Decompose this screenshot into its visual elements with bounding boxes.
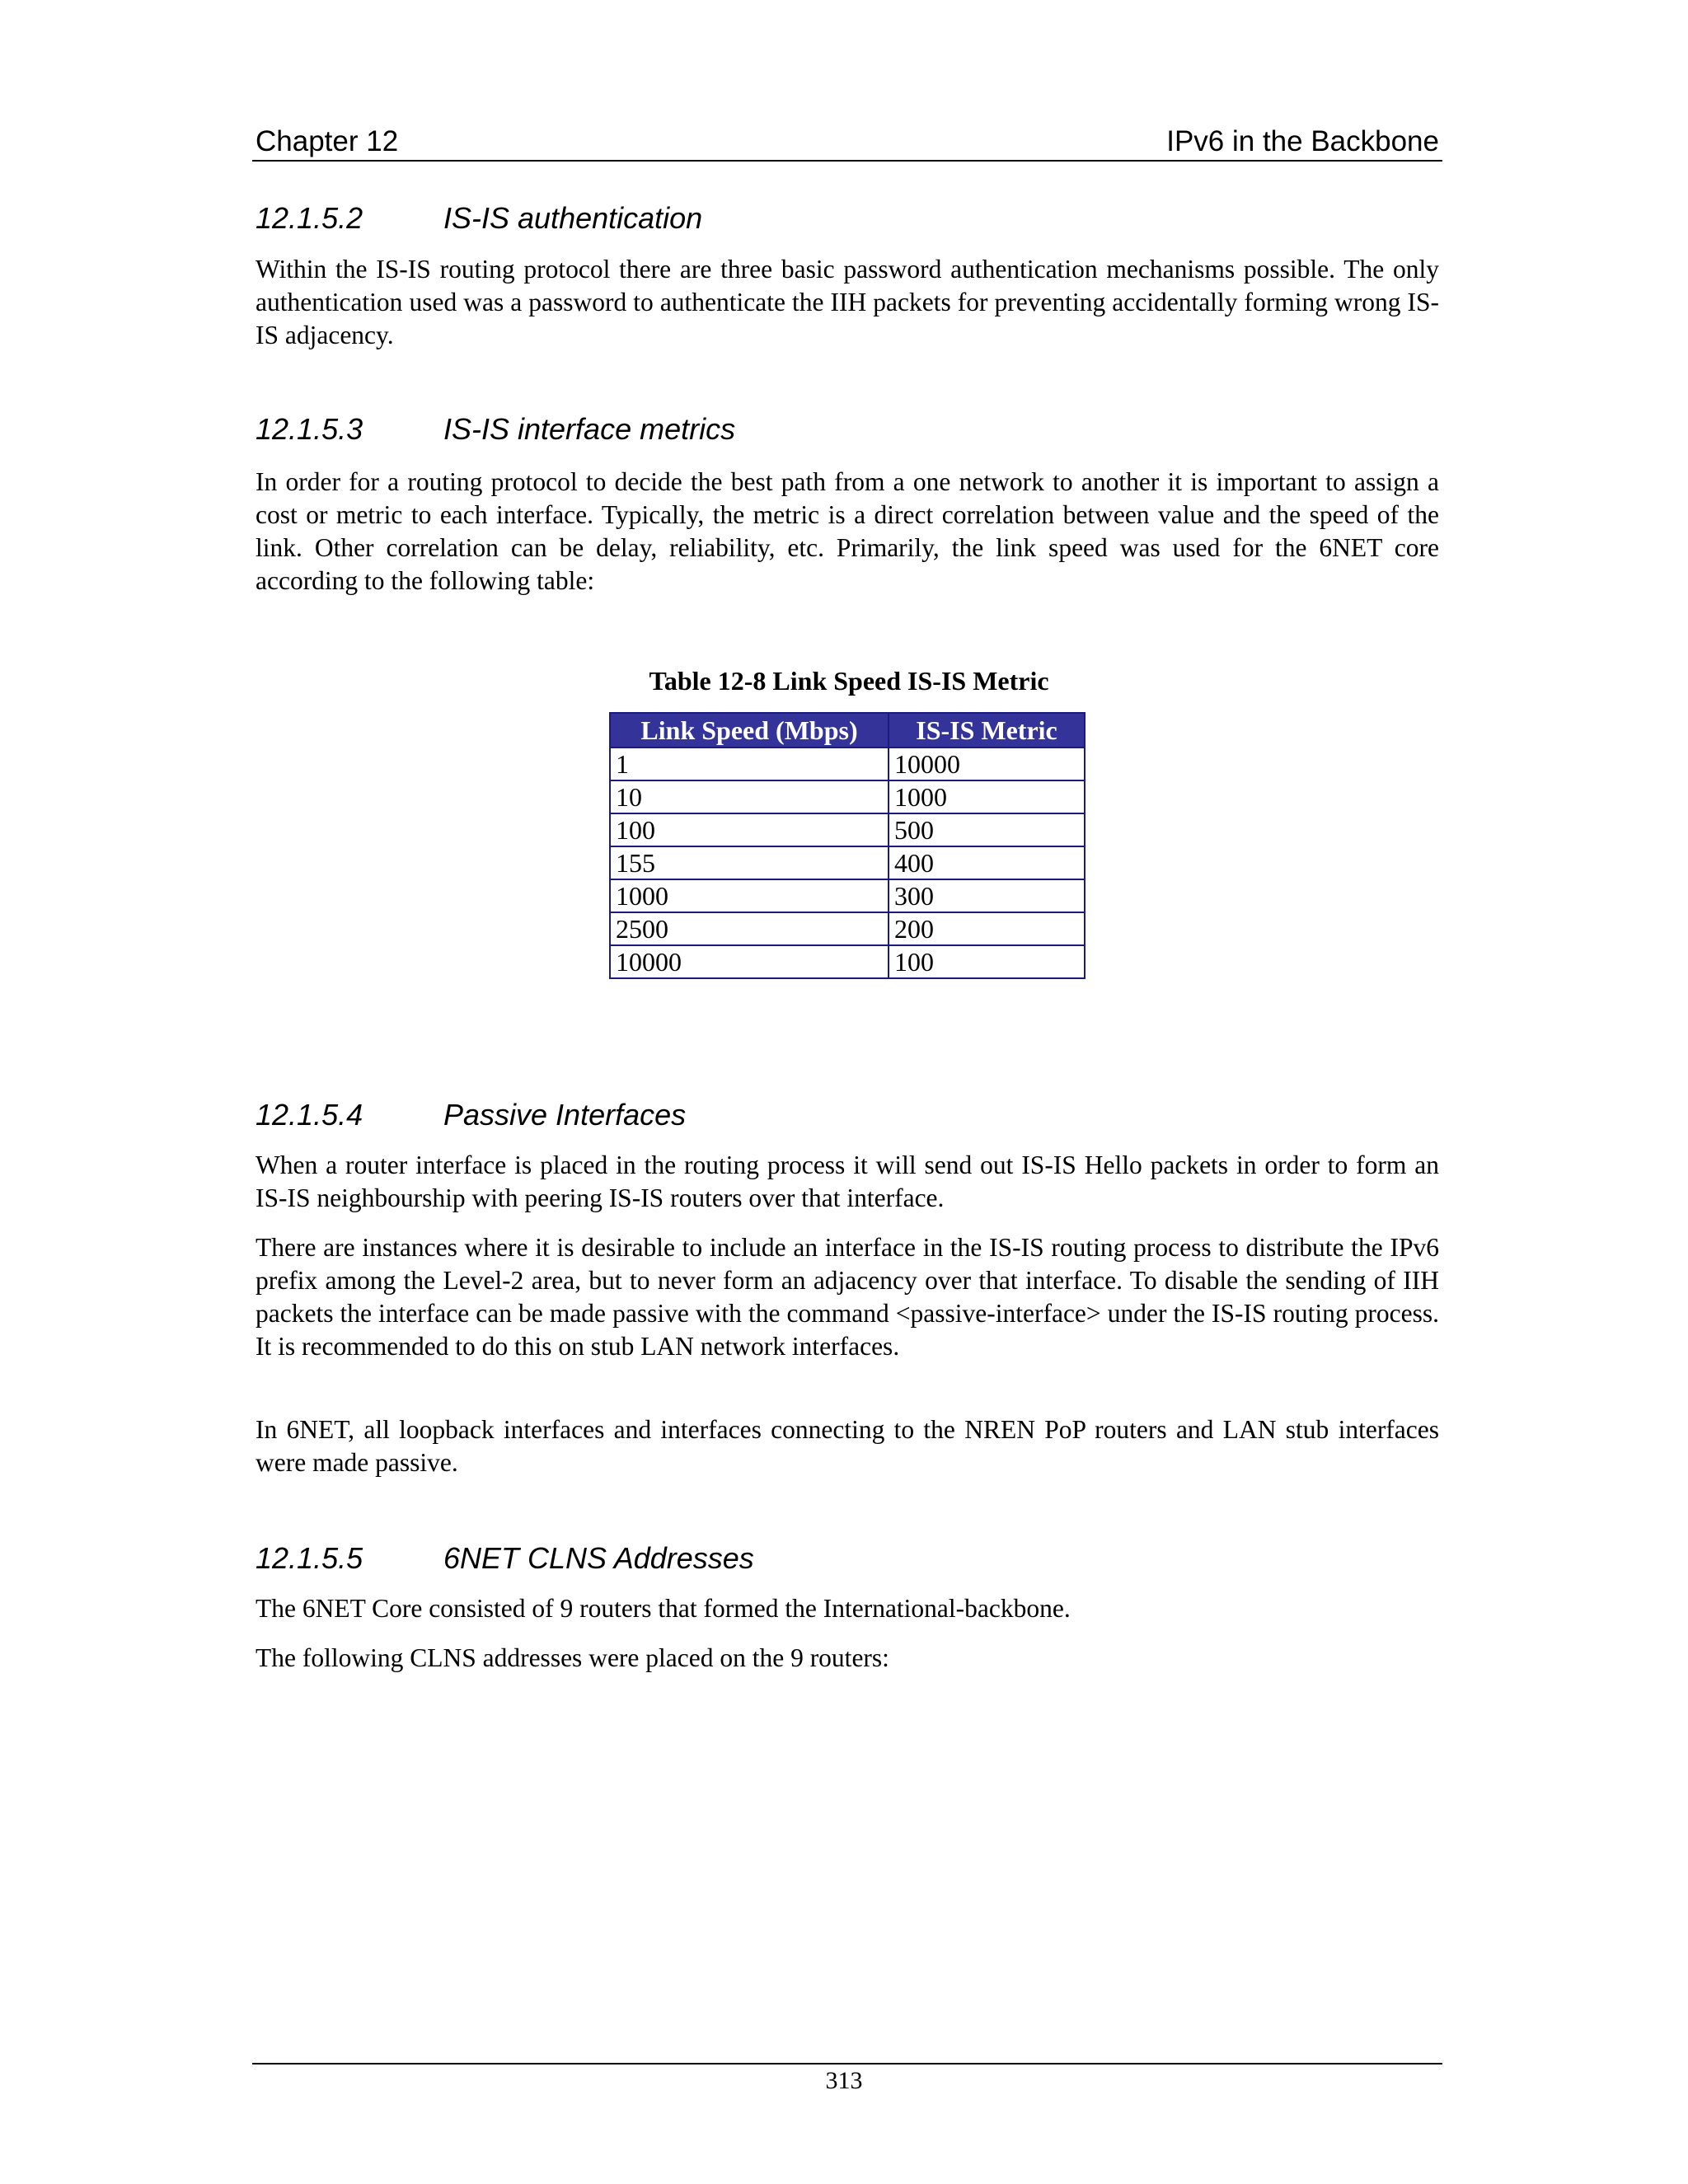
section-heading-interface-metrics — [256, 412, 735, 447]
page-number: 313 — [825, 2067, 863, 2094]
section-title: IS-IS interface metrics — [443, 412, 736, 446]
cell-link-speed: 10 — [610, 780, 889, 813]
column-header-link-speed: Link Speed (Mbps) — [610, 713, 889, 748]
paragraph: The 6NET Core consisted of 9 routers that formed the International-backbone. — [256, 1594, 1071, 1623]
section-number: 12.1.5.3 — [256, 412, 363, 446]
paragraph: In order for a routing protocol to decide the best path from a one network to another it is important to assign a cost or metric to each interface. Typically, the metric is a direct correlation between value and the speed of the link. Other correlation can be delay, reliability, etc. Primarily, the link speed was used for the 6NET core according to the following table: — [256, 467, 1439, 595]
paragraph: When a router interface is placed in the routing process it will send out IS-IS Hello packets in order to form an IS-IS neighbourship with peering IS-IS routers over that interface. — [256, 1151, 1439, 1212]
cell-isis-metric: 300 — [889, 879, 1085, 912]
cell-isis-metric: 500 — [889, 813, 1085, 846]
section-title: Passive Interfaces — [443, 1098, 687, 1132]
cell-link-speed: 155 — [610, 846, 889, 879]
page-header — [252, 120, 1442, 162]
table-row — [610, 748, 1085, 780]
cell-isis-metric: 400 — [889, 846, 1085, 879]
section-number: 12.1.5.4 — [256, 1098, 363, 1132]
section-title: 6NET CLNS Addresses — [443, 1541, 754, 1575]
footer-rule — [252, 2063, 1442, 2064]
table-header-row — [610, 713, 1085, 748]
cell-link-speed: 100 — [610, 813, 889, 846]
cell-isis-metric: 1000 — [889, 780, 1085, 813]
paragraph: The following CLNS addresses were placed on the 9 routers: — [256, 1643, 889, 1672]
cell-link-speed: 2500 — [610, 912, 889, 945]
section-title: IS-IS authentication — [443, 201, 703, 235]
cell-isis-metric: 10000 — [889, 748, 1085, 780]
table-row — [610, 846, 1085, 879]
table-row — [610, 879, 1085, 912]
table-caption: Table 12-8 Link Speed IS-IS Metric — [649, 666, 1049, 696]
section-heading-clns-addresses — [256, 1541, 754, 1576]
table-row — [610, 945, 1085, 978]
table-row — [610, 912, 1085, 945]
cell-link-speed: 1 — [610, 748, 889, 780]
link-speed-metric-table — [609, 712, 1085, 979]
section-number: 12.1.5.2 — [256, 201, 363, 235]
cell-isis-metric: 200 — [889, 912, 1085, 945]
paragraph: In 6NET, all loopback interfaces and interfaces connecting to the NREN PoP routers and LAN stub interfaces were made passive. — [256, 1415, 1439, 1477]
cell-isis-metric: 100 — [889, 945, 1085, 978]
cell-link-speed: 1000 — [610, 879, 889, 912]
table-row — [610, 813, 1085, 846]
paragraph: Within the IS-IS routing protocol there are three basic password authentication mechanisms possible. The only authentication used was a password to authenticate the IIH packets for preventing accidentally forming wrong IS-IS adjacency. — [256, 255, 1439, 349]
column-header-isis-metric: IS-IS Metric — [889, 713, 1085, 748]
table-row — [610, 780, 1085, 813]
cell-link-speed: 10000 — [610, 945, 889, 978]
section-heading-passive-interfaces — [256, 1098, 686, 1132]
paragraph: There are instances where it is desirable to include an interface in the IS-IS routing process to distribute the IPv6 prefix among the Level-2 area, but to never form an adjacency over that interface. To disable the sending of IIH packets the interface can be made passive with the command <passive-interface> under the IS-IS routing process. It is recommended to do this on stub LAN network interfaces. — [256, 1233, 1439, 1361]
header-title: IPv6 in the Backbone — [1166, 125, 1439, 157]
section-heading-authentication — [256, 201, 702, 236]
header-chapter: Chapter 12 — [256, 125, 399, 157]
section-number: 12.1.5.5 — [256, 1541, 363, 1575]
